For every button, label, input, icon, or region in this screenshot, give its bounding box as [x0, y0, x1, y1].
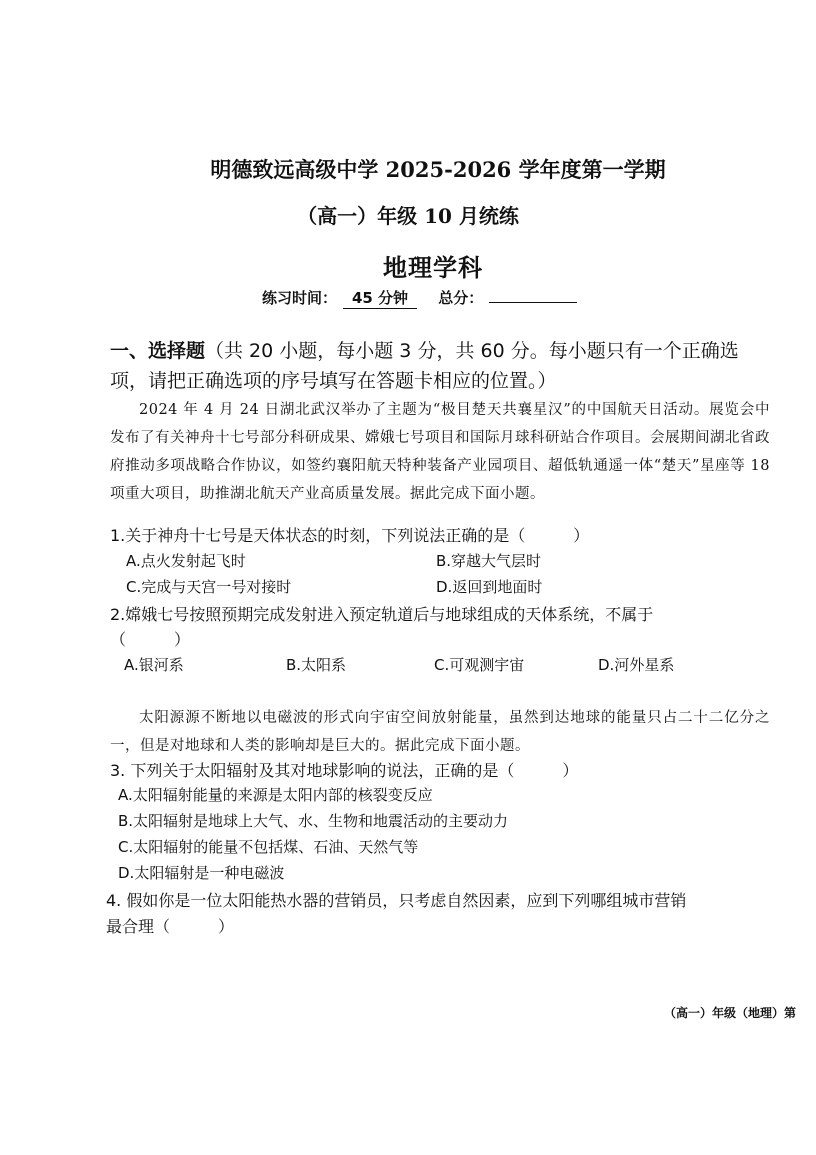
question-3-stem: 3. 下列关于太阳辐射及其对地球影响的说法，正确的是（ ）: [110, 761, 579, 780]
score-label: 总分：: [438, 289, 484, 307]
question-4-stem: 4. 假如你是一位太阳能热水器的营销员，只考虑自然因素，应到下列哪组城市营销: [106, 891, 687, 910]
question-3-option-a: A.太阳辐射能量的来源是太阳内部的核裂变反应: [118, 786, 433, 804]
question-2-option-c: C.可观测宇宙: [434, 656, 525, 674]
question-4-stem-continued: 最合理（ ）: [106, 917, 235, 936]
time-value: 45 分钟: [343, 287, 417, 309]
page-footer: （高一）年级（地理）第: [664, 1006, 797, 1020]
question-2-stem: 2.嫦娥七号按照预期完成发射进入预定轨道后与地球组成的天体系统，不属于: [110, 605, 654, 624]
question-3-option-d: D.太阳辐射是一种电磁波: [118, 864, 285, 882]
question-1-stem: 1.关于神舟十七号是天体状态的时刻，下列说法正确的是（ ）: [110, 526, 590, 545]
reading-passage-2: 太阳源源不断地以电磁波的形式向宇宙空间放射能量，虽然到达地球的能量只占二十二亿分之一，但是对地球和人类的影响却是巨大的。据此完成下面小题。: [110, 710, 770, 754]
question-1-option-c: C.完成与天宫一号对接时: [126, 578, 292, 596]
question-2-option-a: A.银河系: [124, 656, 184, 674]
exam-title: 明德致远高级中学 2025-2026 学年度第一学期: [210, 157, 666, 182]
question-2-stem-continued: （ ）: [110, 630, 191, 649]
question-2-option-b: B.太阳系: [286, 656, 347, 674]
reading-passage-1: 2024 年 4 月 24 日湖北武汉举办了主题为“极目楚天共襄星汉”的中国航天日活动。展览会中发布了有关神舟十七号部分科研成果、嫦娥七号项目和国际月球科研站合作项目。会展期间湖北省政府推动多项战略合作协议，如签约襄阳航天特种装备产业园项目、超低轨通遥一体“楚天”星座等 18 项重大项目，助推湖北航天产业高质量发展。据此完成下面小题。: [110, 402, 770, 502]
exam-meta: [262, 287, 577, 309]
question-1-option-a: A.点火发射起飞时: [126, 552, 246, 570]
question-1-option-b: B.穿越大气层时: [436, 552, 542, 570]
question-2-option-d: D.河外星系: [598, 656, 675, 674]
score-blank: [489, 288, 577, 303]
section-heading: [110, 336, 770, 396]
subject-title: 地理学科: [383, 253, 483, 282]
question-3-option-c: C.太阳辐射的能量不包括煤、石油、天然气等: [118, 838, 419, 856]
question-3-option-b: B.太阳辐射是地球上大气、水、生物和地震活动的主要动力: [118, 812, 509, 830]
section-instructions: （共 20 小题，每小题 3 分，共 60 分。每小题只有一个正确选项，请把正确选项的序号填写在答题卡相应的位置。）: [110, 340, 739, 392]
exam-grade-line: （高一）年级 10 月统练: [297, 204, 519, 228]
section-title: 一、选择题: [110, 340, 206, 362]
question-1-option-d: D.返回到地面时: [436, 578, 543, 596]
time-label: 练习时间：: [262, 289, 338, 307]
